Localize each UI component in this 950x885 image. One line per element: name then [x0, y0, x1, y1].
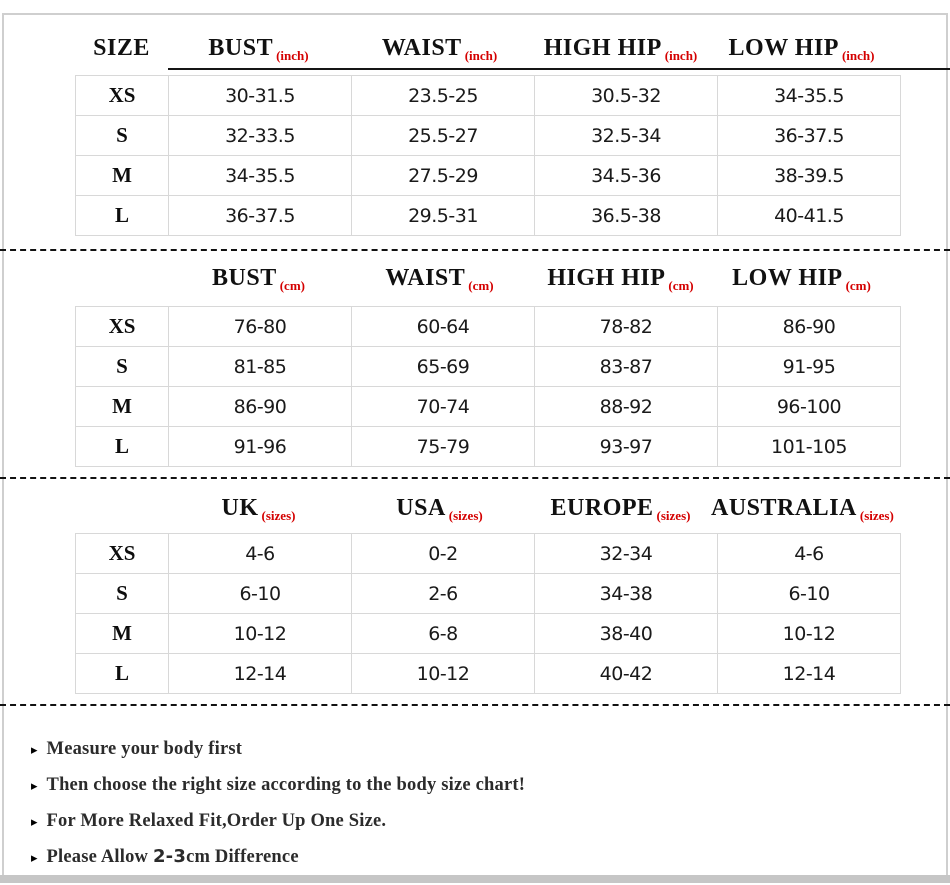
table-row	[76, 427, 901, 467]
data-cell: 91-95	[718, 347, 901, 387]
triangle-bullet-icon: ▸	[31, 849, 38, 865]
data-cell: 75-79	[352, 427, 535, 467]
data-cell: 36-37.5	[718, 116, 901, 156]
header-row-cm	[75, 260, 900, 296]
table-row	[76, 156, 901, 196]
data-cell: 10-12	[169, 614, 352, 654]
data-cell: 32-34	[535, 534, 718, 574]
data-cell: 91-96	[169, 427, 352, 467]
table-row	[76, 307, 901, 347]
table-row	[76, 614, 901, 654]
data-cell: 34-35.5	[169, 156, 352, 196]
header-label: BUST	[212, 264, 277, 291]
header-label: EUROPE	[550, 494, 654, 521]
data-cell: 32.5-34	[535, 116, 718, 156]
data-cell: 0-2	[352, 534, 535, 574]
header-bust-inch	[168, 35, 349, 62]
table-row	[76, 76, 901, 116]
data-cell: 88-92	[535, 387, 718, 427]
header-label: WAIST	[381, 34, 462, 61]
data-cell: 34.5-36	[535, 156, 718, 196]
note-suffix: cm Difference	[186, 847, 299, 867]
data-cell: 32-33.5	[169, 116, 352, 156]
note-text: For More Relaxed Fit,Order Up One Size.	[46, 810, 387, 831]
header-label: WAIST	[385, 264, 466, 291]
bottom-bar	[0, 875, 950, 883]
header-unit: (cm)	[668, 277, 694, 293]
data-cell: 2-6	[352, 574, 535, 614]
data-cell: 83-87	[535, 347, 718, 387]
header-highhip-inch	[530, 35, 711, 62]
header-unit: (inch)	[276, 47, 309, 63]
header-unit: (cm)	[468, 277, 494, 293]
note-item	[31, 839, 950, 875]
header-lowhip-inch	[711, 35, 892, 62]
size-label: M	[76, 387, 169, 427]
header-unit: (inch)	[464, 47, 498, 63]
data-cell: 86-90	[718, 307, 901, 347]
data-cell: 76-80	[169, 307, 352, 347]
table-row	[76, 387, 901, 427]
data-cell: 10-12	[352, 654, 535, 694]
header-size	[75, 35, 168, 62]
header-australia	[711, 495, 892, 522]
note-emphasis: 2-3	[152, 846, 187, 867]
data-cell: 36-37.5	[169, 196, 352, 236]
data-cell: 101-105	[718, 427, 901, 467]
header-label: USA	[396, 494, 446, 521]
table-row	[76, 347, 901, 387]
note-item	[31, 767, 950, 803]
data-cell: 4-6	[718, 534, 901, 574]
data-cell: 25.5-27	[352, 116, 535, 156]
header-label: SIZE	[93, 34, 150, 61]
header-waist-cm	[349, 265, 530, 292]
data-cell: 29.5-31	[352, 196, 535, 236]
header-unit: (sizes)	[859, 507, 894, 523]
header-unit: (sizes)	[448, 507, 483, 523]
data-cell: 86-90	[169, 387, 352, 427]
data-cell: 40-41.5	[718, 196, 901, 236]
size-label: L	[76, 427, 169, 467]
data-cell: 4-6	[169, 534, 352, 574]
size-label: M	[76, 614, 169, 654]
header-unit: (inch)	[841, 47, 875, 63]
size-label: M	[76, 156, 169, 196]
triangle-bullet-icon: ▸	[31, 777, 38, 793]
note-text: Then choose the right size according to the body size chart!	[46, 774, 526, 795]
data-cell: 10-12	[718, 614, 901, 654]
header-label: UK	[221, 494, 259, 521]
data-cell: 6-10	[169, 574, 352, 614]
note-item	[31, 731, 950, 767]
data-cell: 81-85	[169, 347, 352, 387]
data-cell: 6-8	[352, 614, 535, 654]
note-prefix: Please Allow	[46, 847, 153, 867]
table-row	[76, 196, 901, 236]
size-table-international	[75, 533, 901, 694]
data-cell: 12-14	[718, 654, 901, 694]
data-cell: 6-10	[718, 574, 901, 614]
data-cell: 65-69	[352, 347, 535, 387]
header-unit: (cm)	[845, 277, 871, 293]
header-row-inch	[75, 0, 900, 68]
table-row	[76, 534, 901, 574]
size-label: S	[76, 574, 169, 614]
header-label: HIGH HIP	[547, 264, 666, 291]
note-text	[47, 846, 299, 868]
size-table-inch	[75, 75, 901, 236]
header-waist-inch	[349, 35, 530, 62]
data-cell: 36.5-38	[535, 196, 718, 236]
size-label: XS	[76, 534, 169, 574]
data-cell: 30-31.5	[169, 76, 352, 116]
data-cell: 40-42	[535, 654, 718, 694]
header-label: LOW HIP	[732, 264, 843, 291]
data-cell: 27.5-29	[352, 156, 535, 196]
data-cell: 34-38	[535, 574, 718, 614]
size-label: L	[76, 196, 169, 236]
data-cell: 23.5-25	[352, 76, 535, 116]
header-bust-cm	[168, 265, 349, 292]
data-cell: 38-40	[535, 614, 718, 654]
header-label: LOW HIP	[728, 34, 839, 61]
section-international	[0, 490, 950, 694]
triangle-bullet-icon: ▸	[31, 813, 38, 829]
data-cell: 30.5-32	[535, 76, 718, 116]
note-text: Measure your body first	[46, 738, 243, 759]
data-cell: 38-39.5	[718, 156, 901, 196]
header-unit: (inch)	[664, 47, 698, 63]
size-label: L	[76, 654, 169, 694]
section-inch	[0, 0, 950, 236]
data-cell: 34-35.5	[718, 76, 901, 116]
triangle-bullet-icon: ▸	[31, 741, 38, 757]
notes-list	[0, 731, 950, 875]
data-cell: 78-82	[535, 307, 718, 347]
header-highhip-cm	[530, 265, 711, 292]
size-table-cm	[75, 306, 901, 467]
size-label: XS	[76, 76, 169, 116]
table-row	[76, 116, 901, 156]
data-cell: 93-97	[535, 427, 718, 467]
header-label: AUSTRALIA	[711, 494, 857, 521]
header-unit: (sizes)	[656, 507, 691, 523]
data-cell: 60-64	[352, 307, 535, 347]
data-cell: 96-100	[718, 387, 901, 427]
data-cell: 12-14	[169, 654, 352, 694]
header-label: BUST	[208, 34, 274, 61]
section-cm	[0, 260, 950, 467]
header-usa	[349, 495, 530, 522]
header-europe	[530, 495, 711, 522]
note-item	[31, 803, 950, 839]
data-cell: 70-74	[352, 387, 535, 427]
size-label: S	[76, 116, 169, 156]
header-uk	[168, 495, 349, 522]
size-label: S	[76, 347, 169, 387]
header-unit: (cm)	[279, 277, 305, 293]
header-underline	[168, 68, 950, 70]
table-row	[76, 654, 901, 694]
table-row	[76, 574, 901, 614]
header-unit: (sizes)	[261, 507, 296, 523]
header-lowhip-cm	[711, 265, 892, 292]
header-label: HIGH HIP	[543, 34, 662, 61]
header-row-international	[75, 490, 900, 526]
size-label: XS	[76, 307, 169, 347]
